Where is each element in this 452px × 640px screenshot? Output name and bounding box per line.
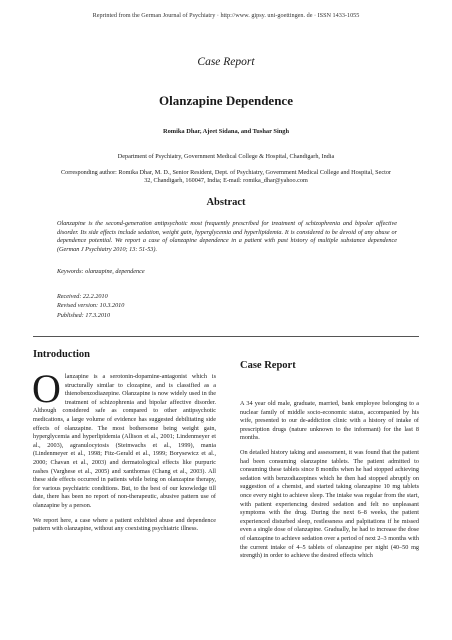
case-report-paragraph-1: A 34 year old male, graduate, married, bank employee belonging to a nuclear family of middle socio-economic status, accompanied by his wife, presented to our de-addiction clinic with a history of intake of prescription drugs (nature unknown to the informant) for the last 8 months. [240, 400, 419, 442]
case-report-paragraph-2: On detailed history taking and assessment, it was found that the patient had been consuming olanzapine tablets. The patient admitted to consuming these tablets since 8 months when he had stopped achieving sedation with benzodiazepines which he then had stopped abruptly on suggestion of a chemist, and started taking olanzapine 10 mg tablets once every night to achieve sleep. The intake was regular from the start, with patient experiencing desired sedation and felt no unpleasant symptoms with the drug. During the next 6–8 weeks, the patient experienced disturbed sleep, restlessness and palpitations if he missed even a single dose of olanzapine. Gradually, he had to increase the dose of olanzapine to achieve sedation over a period of next 2–3 months with the current intake of 4–5 tablets of olanzapine per night (40–50 mg strength) in order to achieve the desired effects which [240, 448, 419, 560]
author-list: Romika Dhar, Ajeet Sidana, and Tushar Singh [162, 128, 290, 135]
author-affiliation: Department of Psychiatry, Government Medical College & Hospital, Chandigarh, India [117, 153, 335, 160]
case-report-column [240, 348, 419, 567]
case-report-heading: Case Report [240, 360, 296, 371]
introduction-paragraph-1 [32, 366, 216, 511]
introduction-column [33, 348, 216, 540]
abstract-heading: Abstract [206, 197, 246, 208]
drop-cap: O [32, 366, 61, 411]
abstract-body: Olanzapine is the second-generation antipsychotic most frequently prescribed for treatment of schizophrenia and bipolar affective disorder. Its side effects include sedation, weight gain, hyperglycemia and hyperlipidemia. It is considered to be devoid of any abuse or dependence potential. We report a case of olanzapine dependence in a patient with past history of multiple substance dependence (German J Psychiatry 2010; 13: 51-53). [57, 220, 397, 253]
keywords: Keywords: olanzapine, dependence [57, 268, 145, 275]
published-date: Published: 17.3.2010 [57, 311, 111, 319]
corresponding-author: Corresponding author: Romika Dhar, M. D., Senior Resident, Dept. of Psychiatry, Government Medical College and Hospital, Sector 32, Chandigarh, 160047, India; E-mail: romika_dhar@yahoo.com [61, 169, 391, 185]
journal-reprint-header: Reprinted from the German Journal of Psychiatry · http://www. gipsy. uni-goettingen. de · ISSN 1433-1055 [92, 12, 360, 19]
received-date: Received: 22.2.2010 [57, 293, 108, 300]
article-type-label: Case Report [197, 56, 255, 68]
article-title: Olanzapine Dependence [159, 93, 293, 108]
section-divider [33, 336, 419, 337]
introduction-paragraph-1-text: lanzapine is a serotonin-dopamine-antagonist which is structurally similar to clozapine, and is classified as a thienobenzodiazepine. Olanzapine is now widely used in the treatment of schizophrenia and bipolar affective disorder. Although considered safe as compared to other antipsychotic medications, a large volume of evidence has suggested debilitating side effects of olanzapine. The most bothersome being weight gain, hyperglycemia and hyperlipidemia (Allison et al., 2001; Lindenmeyer et al., 2003), agranulocytosis (Steinwachs et al., 1999), mania (Lindenmeyer et al., 1998; Fitz-Gerald et al., 1999; Borysewicz et al., 2000; Chavan et al., 2003) and dermatological effects like purpuric rashes (Varghese et al., 2005) and xanthomas (Chang et al., 2003). All these side effects occurred in patients while being on olanzapine therapy, for various psychiatric conditions. But, to the best of our knowledge till date, there has been no report of non-therapeutic, abusive pattern use of olanzapine by a person. [33, 373, 216, 509]
revised-date: Revised version: 10.3.2010 [57, 302, 125, 310]
introduction-paragraph-2: We report here, a case where a patient exhibited abuse and dependence pattern with olanzapine, without any coexisting psychiatric illness. [33, 516, 216, 533]
publication-dates [57, 292, 397, 320]
introduction-heading: Introduction [33, 349, 90, 360]
